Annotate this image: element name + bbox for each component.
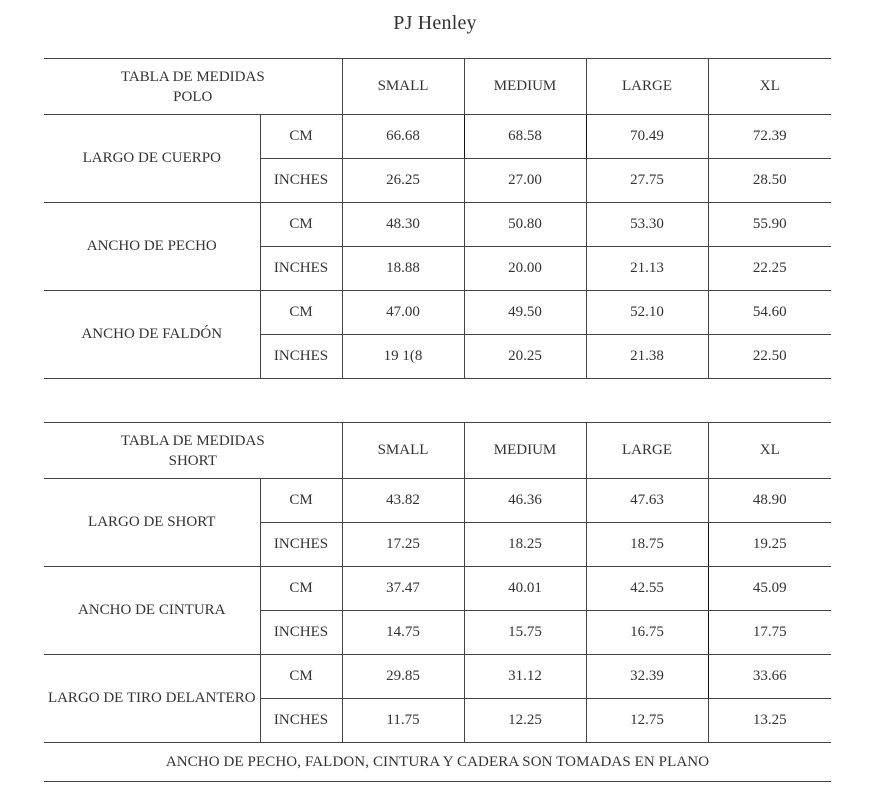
unit-label: INCHES bbox=[260, 159, 342, 203]
value-cell: 13.25 bbox=[708, 699, 831, 743]
table-heading bbox=[44, 423, 342, 479]
value-cell: 26.25 bbox=[342, 159, 464, 203]
unit-label: INCHES bbox=[260, 611, 342, 655]
value-cell: 42.55 bbox=[586, 567, 708, 611]
unit-label: CM bbox=[260, 291, 342, 335]
footnote-row bbox=[44, 743, 831, 782]
unit-label: INCHES bbox=[260, 523, 342, 567]
footnote: ANCHO DE PECHO, FALDON, CINTURA Y CADERA SON TOMADAS EN PLANO bbox=[44, 743, 831, 782]
unit-label: CM bbox=[260, 115, 342, 159]
value-cell: 18.25 bbox=[464, 523, 586, 567]
value-cell: 12.25 bbox=[464, 699, 586, 743]
value-cell: 22.50 bbox=[708, 335, 831, 379]
value-cell: 66.68 bbox=[342, 115, 464, 159]
value-cell: 49.50 bbox=[464, 291, 586, 335]
value-cell: 53.30 bbox=[586, 203, 708, 247]
size-header-small: SMALL bbox=[342, 59, 464, 115]
measurement-label: LARGO DE SHORT bbox=[44, 479, 260, 567]
value-cell: 50.80 bbox=[464, 203, 586, 247]
value-cell: 55.90 bbox=[708, 203, 831, 247]
value-cell: 33.66 bbox=[708, 655, 831, 699]
value-cell: 22.25 bbox=[708, 247, 831, 291]
table-row bbox=[44, 115, 831, 159]
size-header-xl: XL bbox=[708, 59, 831, 115]
unit-label: CM bbox=[260, 479, 342, 523]
size-header-large: LARGE bbox=[586, 59, 708, 115]
value-cell: 12.75 bbox=[586, 699, 708, 743]
table-heading-line-2: POLO bbox=[173, 88, 213, 105]
value-cell: 45.09 bbox=[708, 567, 831, 611]
value-cell: 48.90 bbox=[708, 479, 831, 523]
unit-label: INCHES bbox=[260, 699, 342, 743]
unit-label: CM bbox=[260, 655, 342, 699]
value-cell: 40.01 bbox=[464, 567, 586, 611]
measurement-label: ANCHO DE FALDÓN bbox=[44, 291, 260, 379]
value-cell: 52.10 bbox=[586, 291, 708, 335]
unit-label: CM bbox=[260, 203, 342, 247]
table-heading bbox=[44, 59, 342, 115]
value-cell: 37.47 bbox=[342, 567, 464, 611]
value-cell: 54.60 bbox=[708, 291, 831, 335]
value-cell: 47.00 bbox=[342, 291, 464, 335]
unit-label: CM bbox=[260, 567, 342, 611]
value-cell: 18.75 bbox=[586, 523, 708, 567]
value-cell: 11.75 bbox=[342, 699, 464, 743]
value-cell: 46.36 bbox=[464, 479, 586, 523]
table-heading-line-1: TABLA DE MEDIDAS bbox=[120, 68, 265, 85]
table-row bbox=[44, 203, 831, 247]
value-cell: 19.25 bbox=[708, 523, 831, 567]
value-cell: 47.63 bbox=[586, 479, 708, 523]
value-cell: 17.75 bbox=[708, 611, 831, 655]
size-header-medium: MEDIUM bbox=[464, 59, 586, 115]
measurement-label: ANCHO DE PECHO bbox=[44, 203, 260, 291]
measurement-label: LARGO DE TIRO DELANTERO bbox=[44, 655, 260, 743]
value-cell: 21.38 bbox=[586, 335, 708, 379]
unit-label: INCHES bbox=[260, 247, 342, 291]
value-cell: 68.58 bbox=[464, 115, 586, 159]
measurement-label: LARGO DE CUERPO bbox=[44, 115, 260, 203]
short-measurement-table bbox=[44, 422, 831, 782]
table-row bbox=[44, 479, 831, 523]
value-cell: 16.75 bbox=[586, 611, 708, 655]
value-cell: 20.00 bbox=[464, 247, 586, 291]
table-header-row bbox=[44, 59, 831, 115]
size-header-small: SMALL bbox=[342, 423, 464, 479]
table-row bbox=[44, 291, 831, 335]
value-cell: 19 1(8 bbox=[342, 335, 464, 379]
value-cell: 43.82 bbox=[342, 479, 464, 523]
size-header-medium: MEDIUM bbox=[464, 423, 586, 479]
value-cell: 27.00 bbox=[464, 159, 586, 203]
value-cell: 70.49 bbox=[586, 115, 708, 159]
value-cell: 27.75 bbox=[586, 159, 708, 203]
value-cell: 28.50 bbox=[708, 159, 831, 203]
table-heading-line-2: SHORT bbox=[168, 452, 217, 469]
size-header-xl: XL bbox=[708, 423, 831, 479]
measurement-label: ANCHO DE CINTURA bbox=[44, 567, 260, 655]
value-cell: 31.12 bbox=[464, 655, 586, 699]
value-cell: 14.75 bbox=[342, 611, 464, 655]
table-row bbox=[44, 567, 831, 611]
value-cell: 18.88 bbox=[342, 247, 464, 291]
polo-measurement-table bbox=[44, 58, 831, 379]
value-cell: 20.25 bbox=[464, 335, 586, 379]
value-cell: 32.39 bbox=[586, 655, 708, 699]
unit-label: INCHES bbox=[260, 335, 342, 379]
table-heading-line-1: TABLA DE MEDIDAS bbox=[120, 432, 265, 449]
value-cell: 72.39 bbox=[708, 115, 831, 159]
value-cell: 48.30 bbox=[342, 203, 464, 247]
value-cell: 17.25 bbox=[342, 523, 464, 567]
table-row bbox=[44, 655, 831, 699]
value-cell: 21.13 bbox=[586, 247, 708, 291]
table-header-row bbox=[44, 423, 831, 479]
value-cell: 15.75 bbox=[464, 611, 586, 655]
value-cell: 29.85 bbox=[342, 655, 464, 699]
size-header-large: LARGE bbox=[586, 423, 708, 479]
page-title: PJ Henley bbox=[393, 12, 477, 34]
